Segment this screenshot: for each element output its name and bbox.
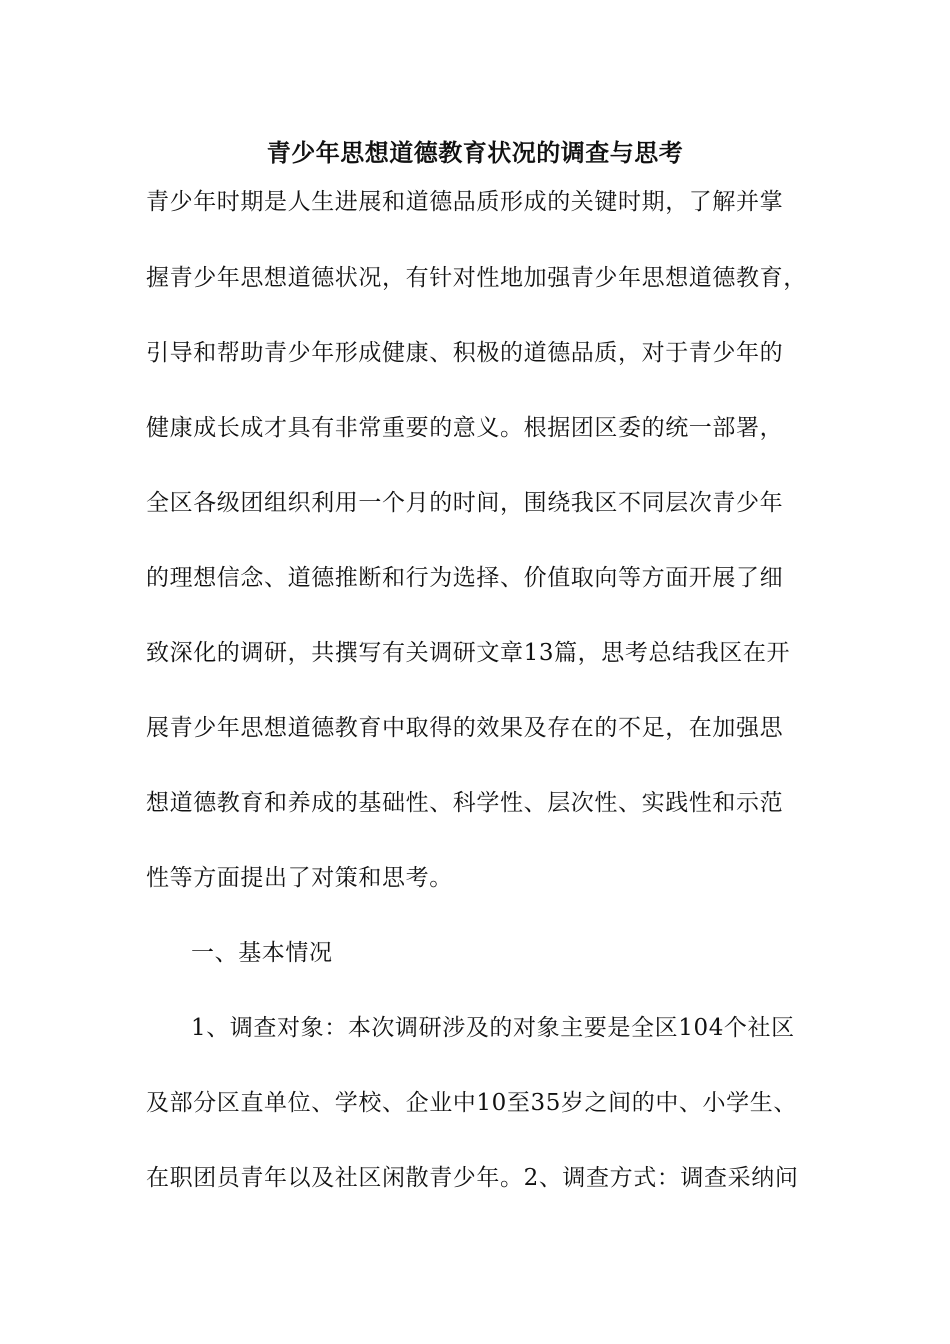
paragraph-line: 健康成长成才具有非常重要的意义。根据团区委的统一部署， (146, 415, 784, 441)
paragraph-line: 在职团员青年以及社区闲散青少年。2、调查方式：调查采纳问 (146, 1165, 799, 1191)
paragraph-line: 青少年时期是人生进展和道德品质形成的关键时期，了解并掌 (146, 189, 784, 215)
paragraph-line: 想道德教育和养成的基础性、科学性、层次性、实践性和示范 (146, 790, 784, 816)
paragraph-line: 的理想信念、道德推断和行为选择、价值取向等方面开展了细 (146, 565, 784, 591)
document-title: 青少年思想道德教育状况的调查与思考 (266, 138, 684, 167)
paragraph-line: 展青少年思想道德教育中取得的效果及存在的不足，在加强思 (146, 715, 784, 741)
paragraph-line: 致深化的调研，共撰写有关调研文章13篇，思考总结我区在开 (146, 640, 791, 666)
paragraph-line: 引导和帮助青少年形成健康、积极的道德品质，对于青少年的 (146, 340, 784, 366)
paragraph-line: 1、调查对象：本次调研涉及的对象主要是全区104个社区 (191, 1015, 795, 1041)
section-heading: 一、基本情况 (191, 940, 333, 966)
paragraph-line: 握青少年思想道德状况，有针对性地加强青少年思想道德教育， (146, 265, 807, 291)
paragraph-line: 全区各级团组织利用一个月的时间，围绕我区不同层次青少年 (146, 490, 784, 516)
paragraph-line: 性等方面提出了对策和思考。 (146, 865, 453, 891)
paragraph-line: 及部分区直单位、学校、企业中10至35岁之间的中、小学生、 (146, 1090, 797, 1116)
